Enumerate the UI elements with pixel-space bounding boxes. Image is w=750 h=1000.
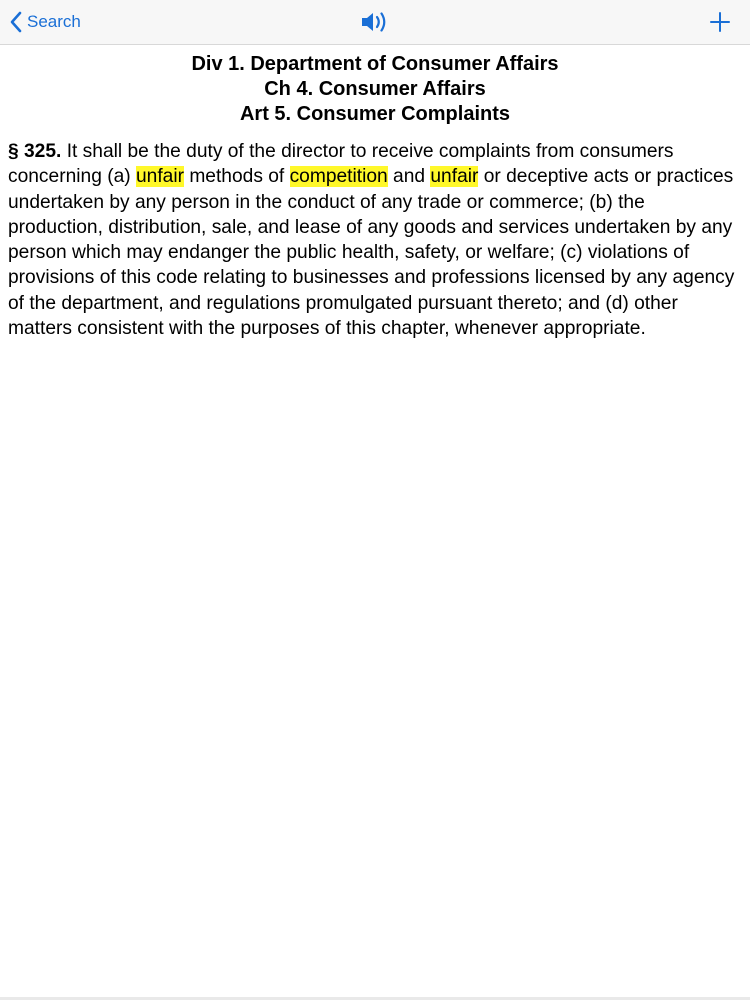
highlighted-term: unfair	[135, 166, 184, 188]
section-text-segment: and	[387, 166, 431, 188]
navigation-bar	[0, 0, 750, 45]
speaker-button[interactable]	[360, 9, 390, 35]
statute-content	[8, 52, 742, 341]
chapter-heading: Ch 4. Consumer Affairs	[264, 78, 486, 100]
article-heading: Art 5. Consumer Complaints	[239, 103, 511, 125]
plus-icon	[708, 22, 732, 39]
section-text	[8, 139, 742, 341]
division-heading: Div 1. Department of Consumer Affairs	[191, 53, 559, 75]
section-text-segment: or deceptive acts or practices undertaken by any person in the conduct of any trade or commerce; (b) the production, distribution, sale, and lease of any goods and services undertaken by any person which may endanger the public health, safety, or welfare; (c) violations of provisions of this code relating to businesses and professions licensed by any agency of the department, and regulations promulgated pursuant thereto; and (d) other matters consistent with the purposes of this chapter, whenever appropriate.	[8, 166, 735, 340]
back-button-label: Search	[27, 12, 81, 31]
section-text-segment: It shall be the duty of the director to receive complaints from consumers concerning (a)	[8, 141, 674, 188]
highlighted-term: unfair	[430, 166, 479, 188]
section-number: § 325.	[8, 141, 62, 162]
section-text-segment: methods of	[183, 166, 290, 188]
highlighted-term: competition	[289, 166, 388, 188]
statute-headings	[8, 52, 742, 127]
back-button[interactable]	[10, 8, 81, 36]
chevron-left-icon	[10, 11, 22, 33]
speaker-icon	[360, 22, 390, 39]
add-button[interactable]	[708, 9, 732, 35]
